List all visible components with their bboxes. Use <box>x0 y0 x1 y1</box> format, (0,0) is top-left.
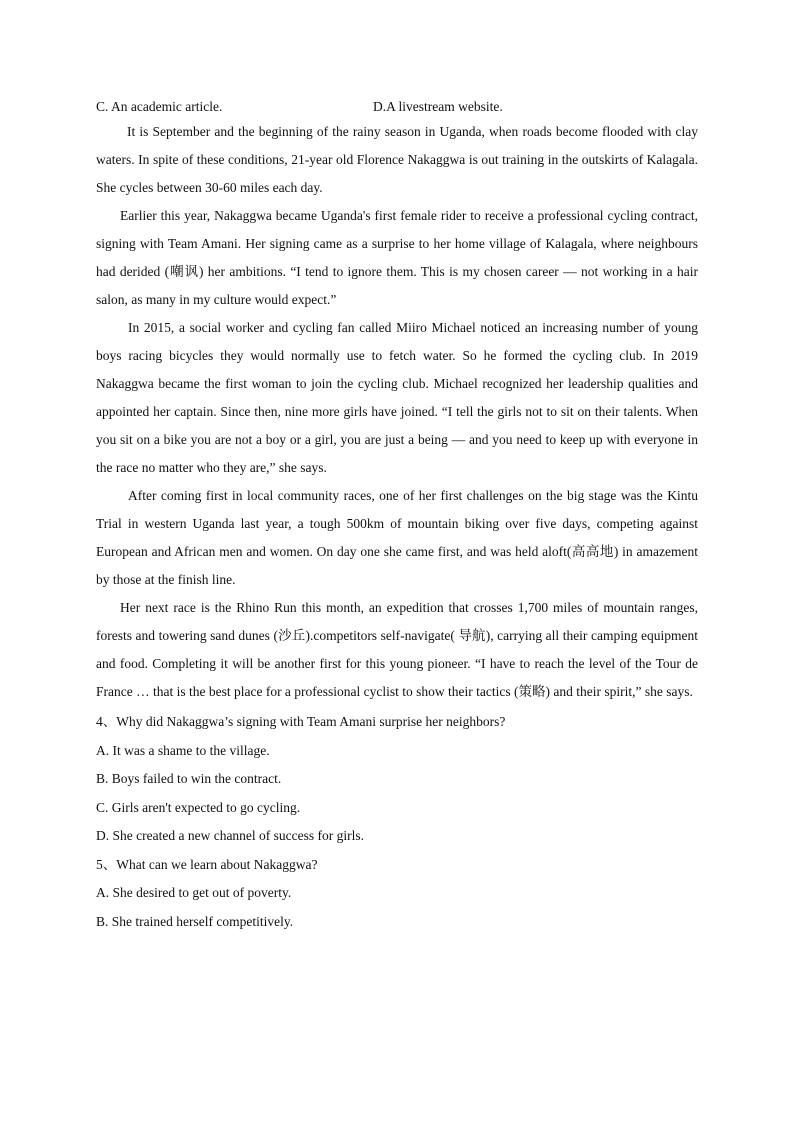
passage-paragraph-3: In 2015, a social worker and cycling fan called Miiro Michael noticed an increasing number of young boys racing bicycles they would normally use to fetch water. So he formed the cycling club. In 2019 Nakaggwa became the first woman to join the cycling club. Michael recognized her leadership qualities and appointed her captain. Since then, nine more girls have joined. “I tell the girls not to sit on their talents. When you sit on a bike you are not a boy or a girl, you are just a being — and you need to keep up with everyone in the race no matter who they are,” she says. <box>96 320 698 475</box>
passage-paragraph-4: After coming first in local community races, one of her first challenges on the big stage was the Kintu Trial in western Uganda last year, a tough 500km of mountain biking over five days, competing against European and African men and women. On day one she came first, and was held aloft(高高地) in amazement by those at the finish line. <box>96 488 698 587</box>
document-page <box>96 96 698 936</box>
passage-paragraph-1: It is September and the beginning of the rainy season in Uganda, when roads become flooded with clay waters. In spite of these conditions, 21-year old Florence Nakaggwa is out training in the outskirts of Kalagala. She cycles between 30-60 miles each day. <box>96 124 698 195</box>
question-4-option-b: B. Boys failed to win the contract. <box>96 771 282 786</box>
previous-question-options <box>96 96 698 118</box>
reading-passage <box>96 118 698 706</box>
passage-paragraph-2: Earlier this year, Nakaggwa became Uganda's first female rider to receive a professional cycling contract, signing with Team Amani. Her signing came as a surprise to her home village of Kalagala, where neighbours had derided (嘲讽) her ambitions. “I tend to ignore them. This is my chosen career — not working in a hair salon, as many in my culture would expect.” <box>96 208 698 307</box>
passage-paragraph-5: Her next race is the Rhino Run this month, an expedition that crosses 1,700 miles of mountain ranges, forests and towering sand dunes (沙丘).competitors self-navigate( 导航), carrying all their camping equipment and food. Completing it will be another first for this young pioneer. “I have to reach the level of the Tour de France … that is the best place for a professional cyclist to show their tactics (策略) and their spirit,” she says. <box>96 600 698 699</box>
option-c: C. An academic article. <box>96 99 223 114</box>
option-d: D.A livestream website. <box>373 99 503 114</box>
question-4-option-d: D. She created a new channel of success for girls. <box>96 828 365 843</box>
questions-section <box>96 708 698 936</box>
question-5-stem: 5、What can we learn about Nakaggwa? <box>96 856 318 872</box>
question-5-option-b: B. She trained herself competitively. <box>96 913 294 929</box>
question-4-option-a: A. It was a shame to the village. <box>96 742 270 758</box>
question-5-option-a: A. She desired to get out of poverty. <box>96 885 292 900</box>
question-4-option-c: C. Girls aren't expected to go cycling. <box>96 799 301 815</box>
question-4-stem: 4、Why did Nakaggwa’s signing with Team Amani surprise her neighbors? <box>96 714 506 729</box>
